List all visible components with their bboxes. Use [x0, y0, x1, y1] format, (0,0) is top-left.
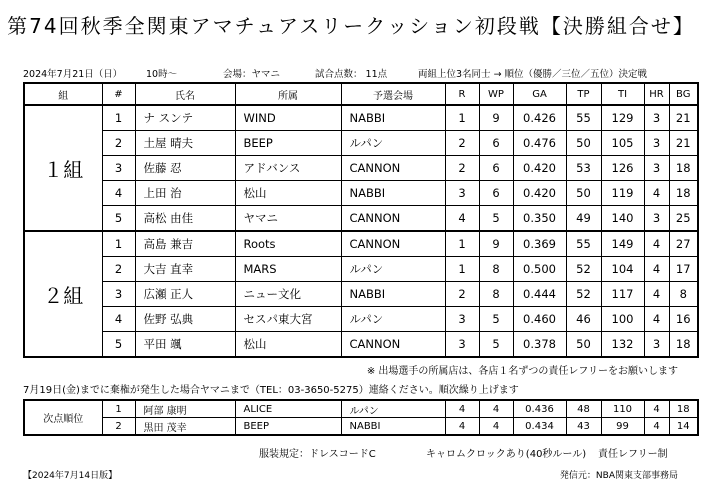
page-title: 第74回秋季全関東アマチュアスリークッション初段戦【決勝組合せ】 — [7, 14, 695, 38]
table-row — [24, 282, 698, 307]
cell-r: 3 — [445, 307, 479, 332]
cell-hr: 3 — [644, 105, 669, 131]
cell-ti: 100 — [601, 307, 644, 332]
cell-tp: 43 — [566, 418, 601, 436]
cell-no: 2 — [102, 418, 135, 436]
cell-ti: 104 — [601, 257, 644, 282]
cell-hr: 3 — [644, 206, 669, 232]
match-points: 試合点数： 11点 — [315, 69, 388, 80]
cell-wp: 4 — [479, 418, 513, 436]
cell-bg: 21 — [669, 131, 698, 156]
cell-wp: 9 — [479, 105, 513, 131]
cell-hr: 3 — [644, 156, 669, 181]
alternates-label: 次点順位 — [24, 400, 102, 435]
cell-wp: 9 — [479, 231, 513, 257]
col-header-ga: GA — [513, 83, 566, 105]
cell-ti: 117 — [601, 282, 644, 307]
cell-bg: 17 — [669, 257, 698, 282]
table-row — [24, 206, 698, 232]
cell-ti: 119 — [601, 181, 644, 206]
cell-hr: 3 — [644, 332, 669, 358]
cell-ti: 129 — [601, 105, 644, 131]
table-row — [24, 307, 698, 332]
cell-ga: 0.350 — [513, 206, 566, 232]
edition-date: 【2024年7月14日版】 — [23, 471, 118, 481]
cell-ti: 105 — [601, 131, 644, 156]
col-header-name: 氏名 — [135, 83, 235, 105]
cell-wp: 4 — [479, 400, 513, 418]
cell-r: 2 — [445, 282, 479, 307]
cell-hr: 4 — [644, 181, 669, 206]
cell-club: 松山 — [235, 181, 341, 206]
cell-r: 2 — [445, 156, 479, 181]
cell-no: 1 — [102, 400, 135, 418]
col-header-hr: HR — [644, 83, 669, 105]
event-time: 10時〜 — [146, 69, 178, 80]
cell-venue: CANNON — [341, 332, 445, 358]
cell-venue: ルパン — [341, 400, 445, 418]
event-date: 2024年7月21日（日） — [23, 69, 123, 80]
withdrawal-note: 7月19日(金)までに棄権が発生した場合ヤマニまで（TEL：03-3650-5275）連絡ください。順次繰り上げます — [23, 385, 519, 396]
cell-bg: 18 — [669, 400, 698, 418]
cell-venue: NABBI — [341, 282, 445, 307]
table-row — [24, 418, 698, 436]
cell-no: 5 — [102, 332, 135, 358]
col-header-ti: TI — [601, 83, 644, 105]
cell-wp: 8 — [479, 282, 513, 307]
cell-no: 4 — [102, 307, 135, 332]
cell-name: 平田 颯 — [135, 332, 235, 358]
cell-name: ナ スンテ — [135, 105, 235, 131]
cell-wp: 6 — [479, 131, 513, 156]
cell-name: 阿部 康明 — [135, 400, 235, 418]
cell-name: 高松 由佳 — [135, 206, 235, 232]
col-header-tp: TP — [566, 83, 601, 105]
referee-note: ※ 出場選手の所属店は、各店１名ずつの責任レフリーをお願いします — [366, 366, 678, 377]
alternates-table — [23, 399, 699, 436]
cell-ga: 0.378 — [513, 332, 566, 358]
cell-tp: 49 — [566, 206, 601, 232]
cell-bg: 18 — [669, 156, 698, 181]
cell-r: 3 — [445, 332, 479, 358]
cell-wp: 6 — [479, 181, 513, 206]
cell-bg: 21 — [669, 105, 698, 131]
cell-r: 4 — [445, 206, 479, 232]
col-header-r: R — [445, 83, 479, 105]
cell-ti: 132 — [601, 332, 644, 358]
cell-name: 上田 治 — [135, 181, 235, 206]
cell-bg: 14 — [669, 418, 698, 436]
cell-r: 4 — [445, 400, 479, 418]
cell-name: 黒田 茂幸 — [135, 418, 235, 436]
col-header-number: # — [102, 83, 135, 105]
cell-r: 1 — [445, 105, 479, 131]
cell-ga: 0.436 — [513, 400, 566, 418]
group-label: １組 — [24, 105, 102, 231]
cell-club: 松山 — [235, 332, 341, 358]
cell-club: ヤマニ — [235, 206, 341, 232]
cell-tp: 50 — [566, 332, 601, 358]
cell-tp: 52 — [566, 257, 601, 282]
cell-wp: 8 — [479, 257, 513, 282]
cell-r: 3 — [445, 181, 479, 206]
col-header-prelim-venue: 予選会場 — [341, 83, 445, 105]
cell-ga: 0.420 — [513, 181, 566, 206]
col-header-club: 所属 — [235, 83, 341, 105]
cell-ti: 140 — [601, 206, 644, 232]
cell-club: BEEP — [235, 131, 341, 156]
cell-tp: 48 — [566, 400, 601, 418]
cell-ga: 0.434 — [513, 418, 566, 436]
cell-no: 3 — [102, 282, 135, 307]
cell-bg: 8 — [669, 282, 698, 307]
cell-name: 広瀬 正人 — [135, 282, 235, 307]
cell-wp: 6 — [479, 156, 513, 181]
cell-venue: ルパン — [341, 307, 445, 332]
cell-ga: 0.420 — [513, 156, 566, 181]
final-groups-table — [23, 82, 699, 358]
cell-venue: NABBI — [341, 105, 445, 131]
col-header-group: 組 — [24, 83, 102, 105]
cell-name: 大吉 直幸 — [135, 257, 235, 282]
cell-hr: 4 — [644, 307, 669, 332]
cell-hr: 4 — [644, 400, 669, 418]
cell-r: 1 — [445, 257, 479, 282]
cell-venue: NABBI — [341, 181, 445, 206]
table-row — [24, 105, 698, 131]
cell-club: ニュー文化 — [235, 282, 341, 307]
col-header-bg: BG — [669, 83, 698, 105]
cell-venue: CANNON — [341, 231, 445, 257]
cell-tp: 52 — [566, 282, 601, 307]
event-venue: 会場：ヤマニ — [223, 69, 281, 80]
cell-ga: 0.476 — [513, 131, 566, 156]
cell-hr: 4 — [644, 418, 669, 436]
final-rule: 両組上位3名同士 → 順位（優勝／三位／五位）決定戦 — [418, 69, 648, 80]
cell-no: 1 — [102, 105, 135, 131]
cell-r: 1 — [445, 231, 479, 257]
cell-tp: 50 — [566, 181, 601, 206]
table-row — [24, 257, 698, 282]
cell-name: 佐藤 忍 — [135, 156, 235, 181]
cell-ti: 149 — [601, 231, 644, 257]
issuer: 発信元：NBA関東支部事務局 — [559, 471, 678, 481]
cell-club: MARS — [235, 257, 341, 282]
table-row — [24, 400, 698, 418]
cell-club: ALICE — [235, 400, 341, 418]
cell-ti: 110 — [601, 400, 644, 418]
cell-tp: 50 — [566, 131, 601, 156]
cell-ga: 0.426 — [513, 105, 566, 131]
cell-ti: 99 — [601, 418, 644, 436]
table-row — [24, 231, 698, 257]
table-row — [24, 156, 698, 181]
cell-ga: 0.444 — [513, 282, 566, 307]
cell-no: 3 — [102, 156, 135, 181]
cell-name: 佐野 弘典 — [135, 307, 235, 332]
table-row — [24, 131, 698, 156]
cell-club: セスパ東大宮 — [235, 307, 341, 332]
cell-bg: 16 — [669, 307, 698, 332]
cell-tp: 46 — [566, 307, 601, 332]
table-header-row — [24, 83, 698, 105]
cell-club: アドバンス — [235, 156, 341, 181]
table-row — [24, 332, 698, 358]
cell-club: Roots — [235, 231, 341, 257]
cell-ga: 0.369 — [513, 231, 566, 257]
cell-no: 2 — [102, 257, 135, 282]
cell-bg: 18 — [669, 181, 698, 206]
cell-hr: 4 — [644, 282, 669, 307]
table-row — [24, 181, 698, 206]
cell-bg: 18 — [669, 332, 698, 358]
cell-bg: 25 — [669, 206, 698, 232]
cell-venue: NABBI — [341, 418, 445, 436]
cell-club: BEEP — [235, 418, 341, 436]
col-header-wp: WP — [479, 83, 513, 105]
cell-no: 1 — [102, 231, 135, 257]
cell-no: 4 — [102, 181, 135, 206]
cell-name: 高島 兼吉 — [135, 231, 235, 257]
referee-system: 責任レフリー制 — [598, 449, 668, 460]
cell-r: 2 — [445, 131, 479, 156]
dress-code: 服装規定：ドレスコードC — [259, 449, 376, 460]
cell-wp: 5 — [479, 332, 513, 358]
cell-wp: 5 — [479, 307, 513, 332]
cell-tp: 53 — [566, 156, 601, 181]
cell-ga: 0.500 — [513, 257, 566, 282]
cell-hr: 4 — [644, 231, 669, 257]
cell-hr: 3 — [644, 131, 669, 156]
cell-no: 2 — [102, 131, 135, 156]
cell-wp: 5 — [479, 206, 513, 232]
cell-name: 土屋 晴夫 — [135, 131, 235, 156]
cell-tp: 55 — [566, 105, 601, 131]
cell-venue: ルパン — [341, 257, 445, 282]
cell-club: WIND — [235, 105, 341, 131]
cell-venue: ルパン — [341, 131, 445, 156]
cell-tp: 55 — [566, 231, 601, 257]
group-label: ２組 — [24, 231, 102, 357]
cell-ga: 0.460 — [513, 307, 566, 332]
cell-hr: 4 — [644, 257, 669, 282]
cell-r: 4 — [445, 418, 479, 436]
cell-bg: 27 — [669, 231, 698, 257]
cell-venue: CANNON — [341, 206, 445, 232]
cell-venue: CANNON — [341, 156, 445, 181]
carom-clock-rule: キャロムクロックあり(40秒ルール) — [426, 449, 587, 460]
cell-no: 5 — [102, 206, 135, 232]
cell-ti: 126 — [601, 156, 644, 181]
